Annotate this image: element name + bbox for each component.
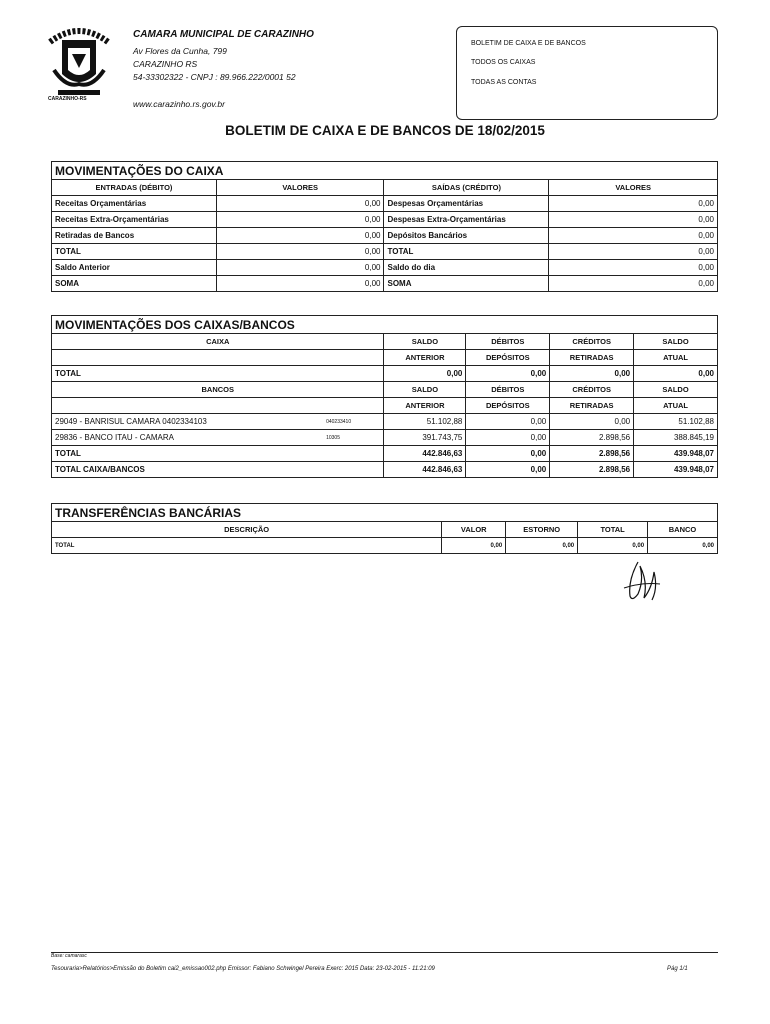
cell: TOTAL (52, 244, 217, 260)
column-header: CRÉDITOS (550, 382, 634, 398)
table-row (52, 212, 718, 228)
cell: 2.898,56 (550, 446, 634, 462)
signature (618, 558, 666, 604)
cell: Receitas Orçamentárias (52, 196, 217, 212)
cell: 0,00 (216, 244, 384, 260)
column-header: ATUAL (634, 398, 718, 414)
bank-name: 29049 - BANRISUL CAMARA 0402334103 (52, 414, 324, 430)
cell: Saldo do dia (384, 260, 549, 276)
cell: Despesas Orçamentárias (384, 196, 549, 212)
cell: 442.846,63 (384, 462, 466, 478)
cell: 0,00 (634, 366, 718, 382)
org-city: CARAZINHO RS (133, 59, 198, 69)
table-row (52, 538, 718, 554)
cell: TOTAL (384, 244, 549, 260)
cell: 2.898,56 (550, 462, 634, 478)
column-header: DEPÓSITOS (466, 350, 550, 366)
cell: Despesas Extra-Orçamentárias (384, 212, 549, 228)
column-header: SALDO (384, 334, 466, 350)
info-line-contas: TODAS AS CONTAS (471, 79, 537, 86)
column-header: RETIRADAS (550, 350, 634, 366)
table-row (52, 244, 718, 260)
cell: 0,00 (216, 276, 384, 292)
cell: SOMA (384, 276, 549, 292)
column-header: VALORES (216, 180, 384, 196)
table-row (52, 366, 718, 382)
mov-caixa-table (51, 161, 718, 292)
cell: 391.743,75 (384, 430, 466, 446)
column-header: ANTERIOR (384, 350, 466, 366)
column-header: DÉBITOS (466, 334, 550, 350)
cell: TOTAL (52, 538, 442, 554)
bank-account: 040233410 (323, 414, 384, 430)
cell: 51.102,88 (384, 414, 466, 430)
cell: 0,00 (466, 414, 550, 430)
footer-rule (51, 952, 718, 953)
cell: TOTAL CAIXA/BANCOS (52, 462, 384, 478)
org-name: CAMARA MUNICIPAL DE CARAZINHO (133, 29, 314, 40)
page-title: BOLETIM DE CAIXA E DE BANCOS DE 18/02/2015 (225, 123, 545, 138)
footer-base: Base: camarasc (51, 953, 87, 959)
table-row (52, 260, 718, 276)
cell: Saldo Anterior (52, 260, 217, 276)
org-phone-cnpj: 54-33302322 - CNPJ : 89.966.222/0001 52 (133, 72, 296, 82)
cell: 0,00 (466, 462, 550, 478)
cell: 0,00 (216, 228, 384, 244)
logo-caption: CARAZINHO-RS (48, 96, 87, 102)
cell: Retiradas de Bancos (52, 228, 217, 244)
table-row (52, 228, 718, 244)
column-header: ENTRADAS (DÉBITO) (52, 180, 217, 196)
column-header: RETIRADAS (550, 398, 634, 414)
column-header: ANTERIOR (384, 398, 466, 414)
cell: TOTAL (52, 366, 384, 382)
column-header: DÉBITOS (466, 382, 550, 398)
cell: Receitas Extra-Orçamentárias (52, 212, 217, 228)
column-header: DEPÓSITOS (466, 398, 550, 414)
cell: 0,00 (549, 212, 718, 228)
column-header: SALDO (634, 334, 718, 350)
page-number: Pág 1/1 (667, 966, 688, 972)
section-title: TRANSFERÊNCIAS BANCÁRIAS (52, 504, 718, 522)
cell: 0,00 (549, 244, 718, 260)
cell: Depósitos Bancários (384, 228, 549, 244)
cell: 0,00 (549, 276, 718, 292)
table-row (52, 462, 718, 478)
info-line-report: BOLETIM DE CAIXA E DE BANCOS (471, 40, 586, 47)
column-header: SALDO (384, 382, 466, 398)
column-header: SAÍDAS (CRÉDITO) (384, 180, 549, 196)
cell: 0,00 (578, 538, 648, 554)
cell: 0,00 (466, 430, 550, 446)
column-header: DESCRIÇÃO (52, 522, 442, 538)
cell: 0,00 (466, 446, 550, 462)
cell: 0,00 (549, 260, 718, 276)
column-header: VALOR (442, 522, 506, 538)
info-line-caixas: TODOS OS CAIXAS (471, 59, 536, 66)
cell: 0,00 (550, 414, 634, 430)
coat-of-arms-logo (46, 22, 112, 100)
section-title: MOVIMENTAÇÕES DO CAIXA (52, 162, 718, 180)
cell: 442.846,63 (384, 446, 466, 462)
section-title: MOVIMENTAÇÕES DOS CAIXAS/BANCOS (52, 316, 718, 334)
cell: 0,00 (442, 538, 506, 554)
cell: 0,00 (384, 366, 466, 382)
cell: TOTAL (52, 446, 384, 462)
footer-info: Tesouraria>Relatórios>Emissão do Boletim cai2_emissao002.php Emissor: Fabiano Schwingel Pereira Exerc: 2015 Data: 23-02-2015 - 11:21:09 (51, 966, 435, 972)
table-row (52, 276, 718, 292)
cell: 2.898,56 (550, 430, 634, 446)
cell: 0,00 (216, 212, 384, 228)
bancos-header: BANCOS (52, 382, 384, 398)
cell: 0,00 (549, 196, 718, 212)
column-header: ATUAL (634, 350, 718, 366)
cell: 51.102,88 (634, 414, 718, 430)
table-row (52, 414, 718, 430)
table-row (52, 430, 718, 446)
column-header: VALORES (549, 180, 718, 196)
column-header: SALDO (634, 382, 718, 398)
cell: 0,00 (550, 366, 634, 382)
mov-caixas-bancos-table (51, 315, 718, 478)
cell: 0,00 (506, 538, 578, 554)
caixa-header: CAIXA (52, 334, 384, 350)
column-header: CRÉDITOS (550, 334, 634, 350)
cell: 388.845,19 (634, 430, 718, 446)
table-row (52, 446, 718, 462)
org-address: Av Flores da Cunha, 799 (133, 46, 227, 56)
cell: 439.948,07 (634, 446, 718, 462)
table-row (52, 196, 718, 212)
transferencias-table (51, 503, 718, 554)
cell: 0,00 (216, 260, 384, 276)
org-website[interactable]: www.carazinho.rs.gov.br (133, 99, 225, 109)
cell: 0,00 (648, 538, 718, 554)
cell: 0,00 (466, 366, 550, 382)
column-header: ESTORNO (506, 522, 578, 538)
bank-account: 10305 (323, 430, 384, 446)
cell: SOMA (52, 276, 217, 292)
column-header: BANCO (648, 522, 718, 538)
cell: 0,00 (216, 196, 384, 212)
cell: 0,00 (549, 228, 718, 244)
column-header: TOTAL (578, 522, 648, 538)
bank-name: 29836 - BANCO ITAU - CAMARA (52, 430, 324, 446)
report-info-box (456, 26, 718, 120)
cell: 439.948,07 (634, 462, 718, 478)
